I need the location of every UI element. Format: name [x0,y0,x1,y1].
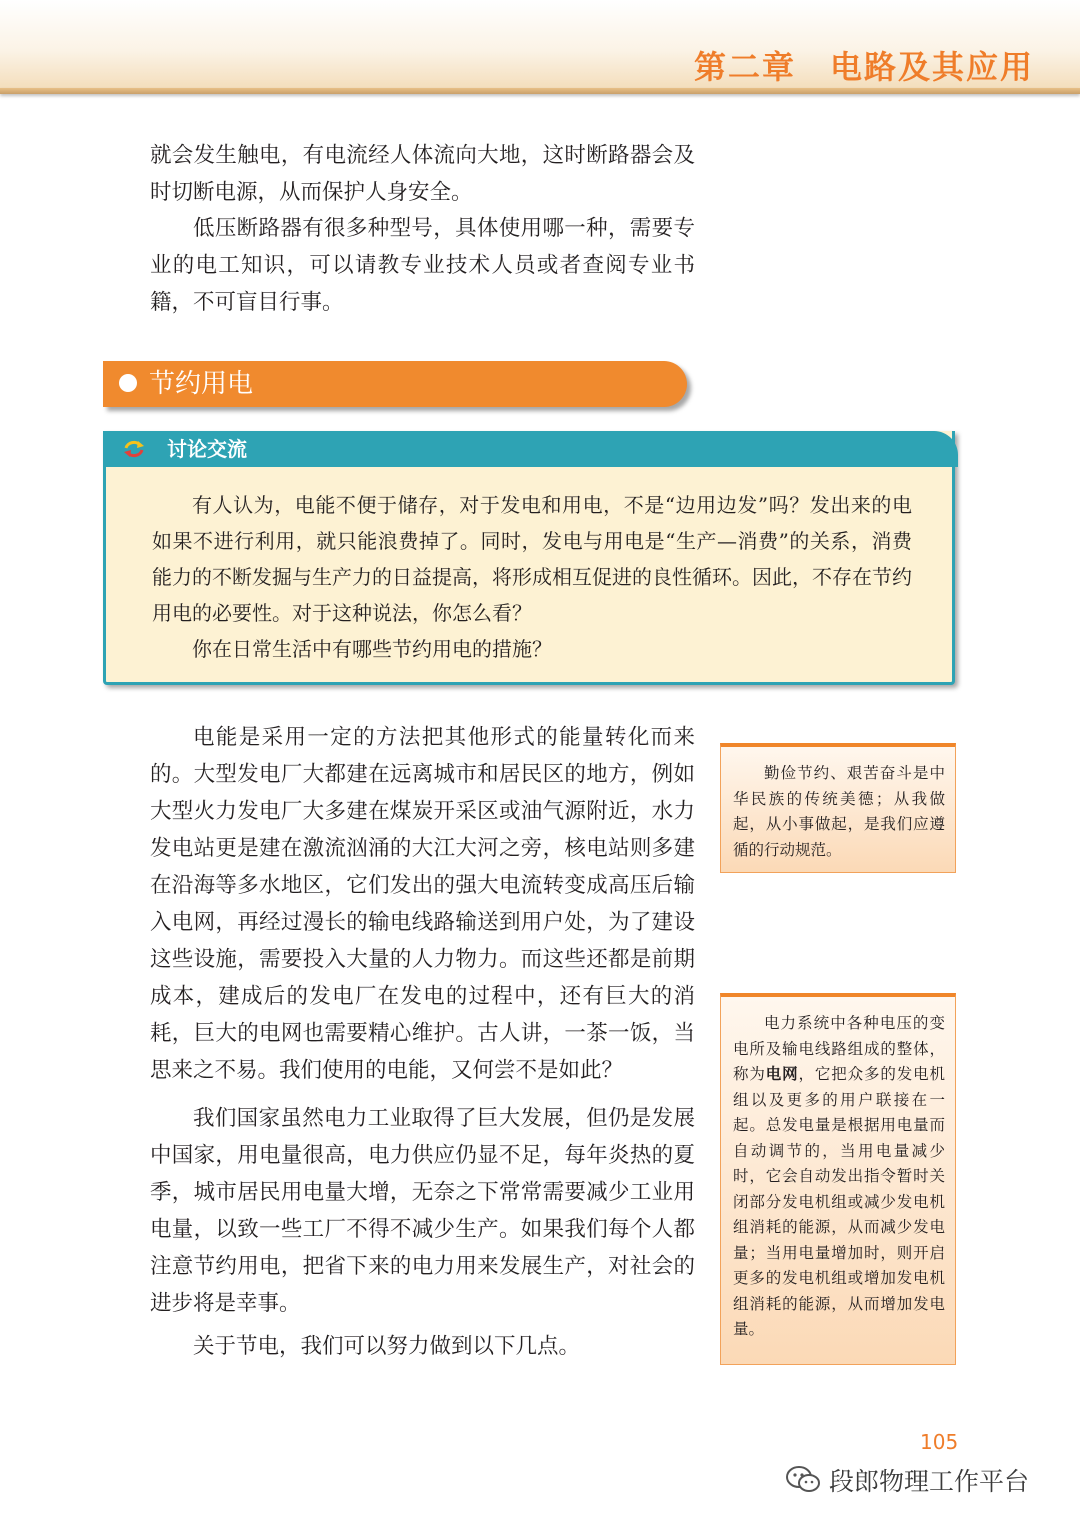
paragraph-2: 低压断路器有很多种型号，具体使用哪一种，需要专业的电工知识，可以请教专业技术人员或者查阅专业书籍，不可盲目行事。 [150,216,695,315]
discussion-title: 讨论交流 [167,437,247,461]
paragraph-5: 关于节电，我们可以努力做到以下几点。 [193,1334,581,1359]
page-number: 105 [920,1430,959,1454]
chapter-title: 第二章 电路及其应用 [693,48,1034,86]
side-note-thrift: 勤俭节约、艰苦奋斗是中华民族的传统美德；从我做起，从小事做起，是我们应遵循的行动规范。 [720,743,956,873]
side-note-power-grid [720,993,956,1365]
watermark [785,1462,1029,1498]
paragraph-1: 就会发生触电，有电流经人体流向大地，这时断路器会及时切断电源，从而保护人身安全。 [150,143,695,205]
paragraph-4: 我们国家虽然电力工业取得了巨大发展，但仍是发展中国家，用电量很高，电力供应仍显不足，每年炎热的夏季，城市居民用电量大增，无奈之下常常需要减少工业用电量，以致一些工厂不得不减少生产。如果我们每个人都注意节约用电，把省下来的电力用来发展生产，对社会的进步将是幸事。 [150,1106,695,1316]
exchange-arrows-icon [123,439,145,459]
chat-bubbles-icon [785,1465,821,1495]
section-title: 节约用电 [149,369,254,399]
discussion-header [103,431,958,467]
note-text-part: 电力系统中各种电压的变电所及输电线路组成的整体，称为 [733,1014,945,1083]
bullet-dot-icon [119,374,137,392]
header-rule [0,88,1080,94]
note-text-part: ，它把众多的发电机组以及更多的用户联接在一起。总发电量是根据用电量而自动调节的，当用电量减少时，它会自动发出指令暂时关闭部分发电机组或减少发电机组消耗的能源，从而减少发电量；当用电量增加时，则开启更多的发电机组或增加发电机组消耗的能源，从而增加发电量。 [733,1065,945,1338]
discussion-question: 你在日常生活中有哪些节约用电的措施？ [192,637,552,661]
section-heading [103,361,687,407]
term-power-grid: 电网 [765,1065,799,1083]
paragraph-3: 电能是采用一定的方法把其他形式的能量转化而来的。大型发电厂大都建在远离城市和居民区的地方，例如大型火力发电厂大多建在煤炭开采区或油气源附近，水力发电站更是建在激流汹涌的大江大河之旁，核电站则多建在沿海等多水地区，它们发出的强大电流转变成高压后输入电网，再经过漫长的输电线路输送到用户处，为了建设这些设施，需要投入大量的人力物力。而这些还都是前期成本，建成后的发电厂在发电的过程中，还有巨大的消耗，巨大的电网也需要精心维护。古人讲，一茶一饭，当思来之不易。我们使用的电能，又何尝不是如此？ [150,725,695,1083]
watermark-text: 段郎物理工作平台 [829,1467,1030,1496]
discussion-text: 有人认为，电能不便于储存，对于发电和用电，不是“边用边发”吗？发出来的电如果不进行利用，就只能浪费掉了。同时，发电与用电是“生产—消费”的关系，消费能力的不断发掘与生产力的日益提高，将形成相互促进的良性循环。因此，不存在节约用电的必要性。对于这种说法，你怎么看？ [152,493,912,625]
discussion-box [103,431,955,685]
